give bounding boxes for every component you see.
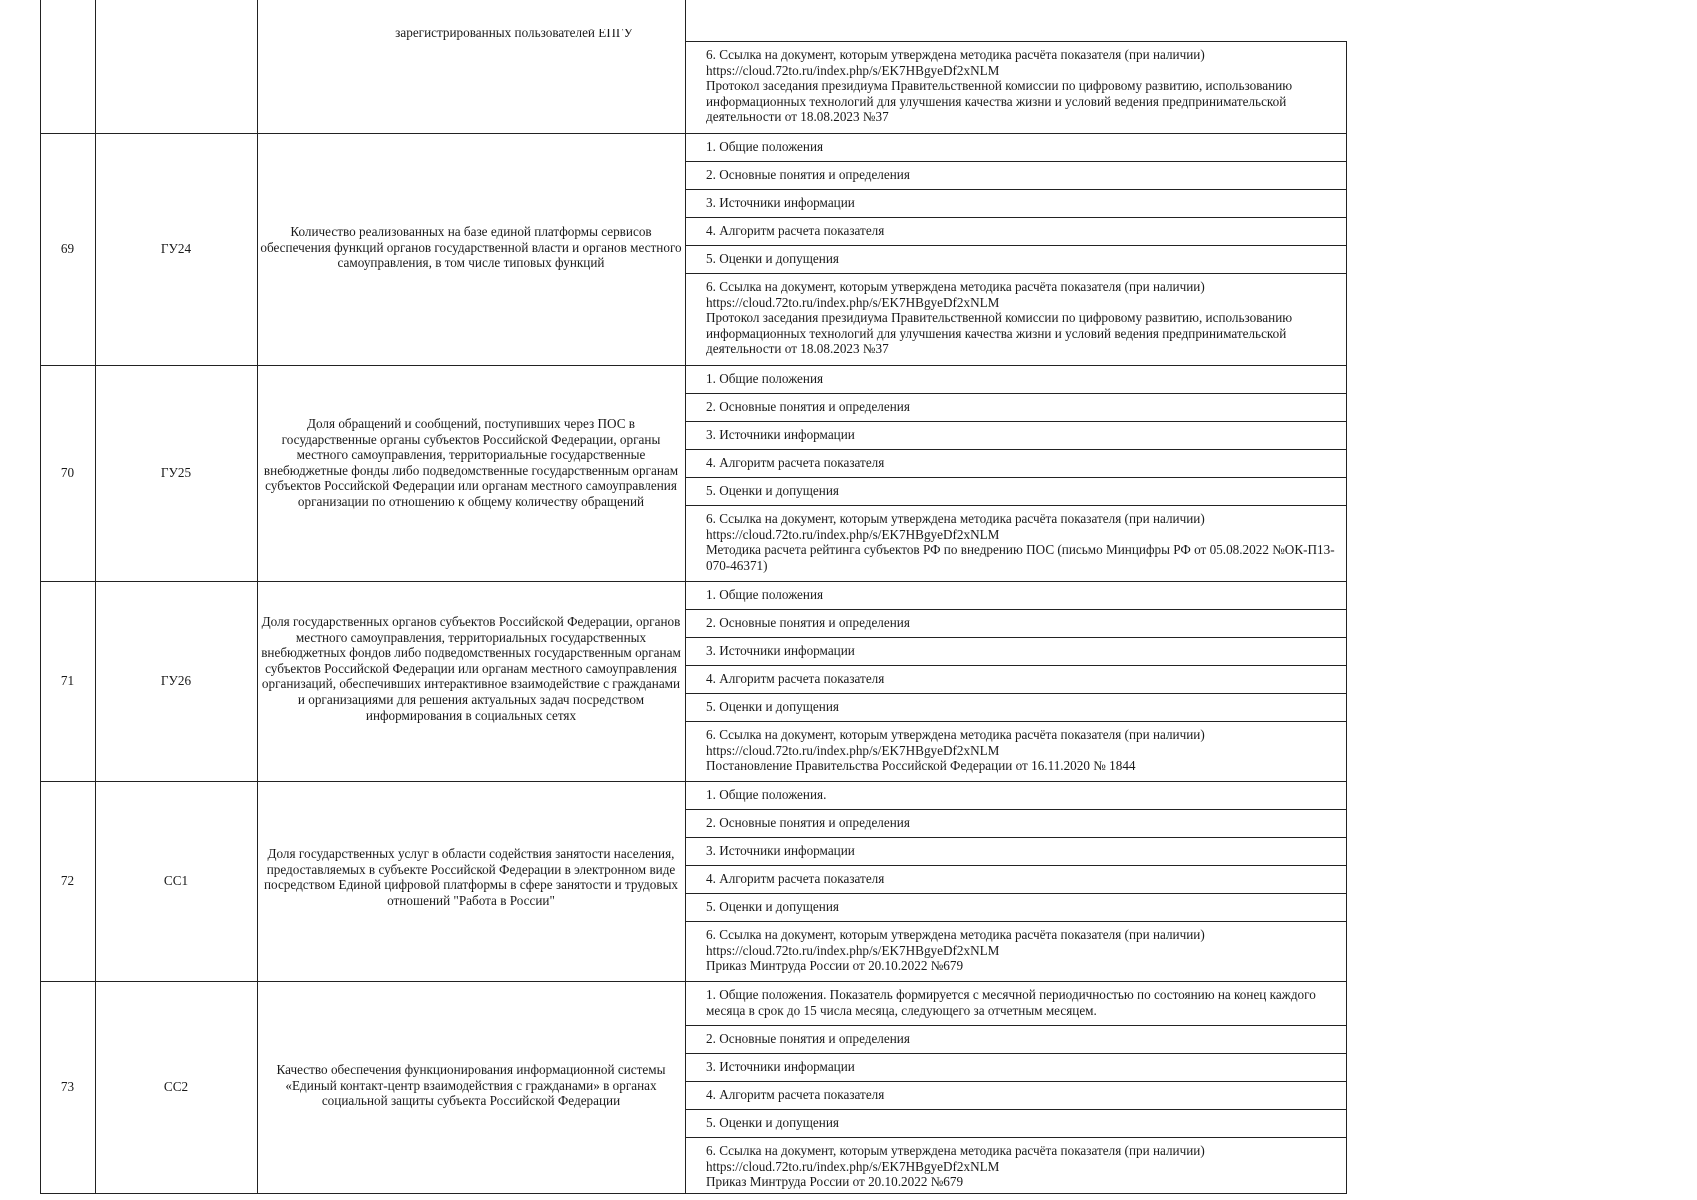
cell-divider [685,637,1347,638]
methodology-item-6-url: https://cloud.72to.ru/index.php/s/EK7HBgyeDf2xNLM [706,294,1000,310]
cell-divider [685,893,1347,894]
table-border-bottom [40,1193,1347,1194]
methodology-item-3: 3. Источники информации [706,643,855,658]
indicator-code: ГУ24 [160,241,192,256]
cell-divider [685,273,1347,274]
cell-divider [685,837,1347,838]
methodology-item-6-url: https://cloud.72to.ru/index.php/s/EK7HBgyeDf2xNLM [706,742,1000,758]
methodology-item-6-title: 6. Ссылка на документ, которым утверждена методика расчёта показателя (при наличии) [706,279,1205,294]
methodology-item-3: 3. Источники информации [706,1059,855,1074]
methodology-item-1: 1. Общие положения [706,587,824,602]
methodology-item-5: 5. Оценки и допущения [706,899,839,914]
methodology-item-1: 1. Общие положения [706,139,824,154]
row-number: 71 [60,673,75,688]
column-divider [95,0,96,1193]
methodology-item-6-title: 6. Ссылка на документ, которым утверждена методика расчёта показателя (при наличии) [706,727,1205,742]
indicator-code: СС2 [163,1079,189,1094]
indicator-code: ГУ25 [160,465,192,480]
methodology-item-6 [706,511,1342,573]
cell-divider [685,449,1347,450]
methodology-item-6 [706,279,1342,357]
methodology-item-6-source: Методика расчета рейтинга субъектов РФ по внедрению ПОС (письмо Минцифры РФ от 05.08.2022 №ОК-П13-070-46371) [706,542,1335,573]
row-number: 72 [60,873,75,888]
cell-divider [685,721,1347,722]
cell-divider [685,217,1347,218]
methodology-item-6-title: 6. Ссылка на документ, которым утверждена методика расчёта показателя (при наличии) [706,1143,1205,1158]
methodology-item-5: 5. Оценки и допущения [706,251,839,266]
cell-divider [685,161,1347,162]
column-divider [685,0,686,1193]
methodology-item-2: 2. Основные понятия и определения [706,615,910,630]
column-divider [257,0,258,1193]
indicator-description: Доля обращений и сообщений, поступивших через ПОС в государственные органы субъектов Российской Федерации, органы местного самоуправления, территориальные государственные внебюджетные фонды либо подведомственные государственным органам субъектов Российской Федерации или органам местного самоуправления организации по отношению к общему количеству обращений [263,416,679,509]
row-separator [40,133,1347,134]
indicator-description: Доля государственных органов субъектов Российской Федерации, органов местного самоуправления, территориальных государственных внебюджетных фондов либо подведомственных государственным органам субъектов Российской Федерации или органам местного самоуправления организаций, обеспечивших интерактивное взаимодействие с гражданами и организациями для решения актуальных задач посредством информирования в социальных сетях [261,614,681,723]
methodology-item-2: 2. Основные понятия и определения [706,167,910,182]
row-separator [40,581,1347,582]
row-separator [40,981,1347,982]
methodology-item-6-url: https://cloud.72to.ru/index.php/s/EK7HBgyeDf2xNLM [706,942,1000,958]
methodology-item-6-url: https://cloud.72to.ru/index.php/s/EK7HBgyeDf2xNLM [706,526,1000,542]
cell-divider [685,393,1347,394]
cell-divider [685,189,1347,190]
indicator-code: ГУ26 [160,673,192,688]
methodology-item-2: 2. Основные понятия и определения [706,399,910,414]
cell-divider [685,665,1347,666]
methodology-item-2: 2. Основные понятия и определения [706,815,910,830]
cell-divider [685,1081,1347,1082]
cell-divider [685,609,1347,610]
row-number: 70 [60,465,75,480]
methodology-item-4: 4. Алгоритм расчета показателя [706,1087,885,1102]
indicator-description: Качество обеспечения функционирования информационной системы «Единый контакт-центр взаимодействия с гражданами» в органах социальной защиты субъекта Российской Федерации [276,1062,666,1109]
methodology-item-6 [706,1143,1342,1190]
indicator-description: Доля государственных услуг в области содействия занятости населения, предоставляемых в субъекте Российской Федерации в электронном виде посредством Единой цифровой платформы в сфере занятости и трудовых отношений "Работа в России" [263,846,679,908]
cell-divider [685,865,1347,866]
cell-divider [685,809,1347,810]
methodology-item-6-source: Протокол заседания президиума Правительственной комиссии по цифровому развитию, использованию информационных технологий для улучшения качества жизни и условий ведения предпринимательской деятельности от 18.08.2023 №37 [706,310,1293,357]
row-number: 73 [60,1079,75,1094]
methodology-item-4: 4. Алгоритм расчета показателя [706,871,885,886]
row-number: 69 [60,241,75,256]
methodology-item-4: 4. Алгоритм расчета показателя [706,671,885,686]
methodology-item-1: 1. Общие положения. [706,787,827,802]
methodology-item-6-url: https://cloud.72to.ru/index.php/s/EK7HBgyeDf2xNLM [706,1158,1000,1174]
table-border-left [40,0,41,1193]
methodology-item-3: 3. Источники информации [706,427,855,442]
methodology-item-3: 3. Источники информации [706,195,855,210]
methodology-item-5: 5. Оценки и допущения [706,1115,839,1130]
methodology-item-3: 3. Источники информации [706,843,855,858]
methodology-item-6: 6. Ссылка на документ, которым утверждена методика расчёта показателя (при наличии) https://cloud.72to.ru/index.php/s/EK7HBgyeDf2xNLM Протокол заседания президиума Правительственной комиссии по цифровому развитию, использованию информационных технологий для улучшения качества жизни и условий ведения предпринимательской деятельности от 18.08.2023 №37 [706,47,1293,125]
methodology-table [40,0,1347,1193]
cell-divider [685,421,1347,422]
cell-divider [685,1025,1347,1026]
methodology-item-6 [706,727,1342,774]
row-separator [40,365,1347,366]
methodology-item-1: 1. Общие положения [706,371,824,386]
cell-divider [685,1137,1347,1138]
methodology-item-6 [706,927,1342,974]
table-border-right [1346,41,1347,1193]
cell-divider [685,477,1347,478]
methodology-item-4: 4. Алгоритм расчета показателя [706,455,885,470]
cell-divider [685,1109,1347,1110]
indicator-code: СС1 [163,873,189,888]
indicator-description: Количество реализованных на базе единой платформы сервисов обеспечения функций органов государственной власти и органов местного самоуправления, в том числе типовых функций [260,224,682,271]
methodology-item-4: 4. Алгоритм расчета показателя [706,223,885,238]
row-separator [40,781,1347,782]
methodology-item-6-title: 6. Ссылка на документ, которым утверждена методика расчёта показателя (при наличии) [706,511,1205,526]
methodology-item-2: 2. Основные понятия и определения [706,1031,910,1046]
methodology-item-5: 5. Оценки и допущения [706,483,839,498]
cell-divider [685,1053,1347,1054]
methodology-item-1: 1. Общие положения. Показатель формируется с месячной периодичностью по состоянию на конец каждого месяца в срок до 15 числа месяца, следующего за отчетным месяцем. [706,987,1316,1018]
methodology-item-6-source: Постановление Правительства Российской Федерации от 16.11.2020 № 1844 [706,758,1136,774]
methodology-item-6-title: 6. Ссылка на документ, которым утверждена методика расчёта показателя (при наличии) [706,927,1205,942]
cell-divider [685,921,1347,922]
cell-divider [685,41,1347,42]
cell-divider [685,245,1347,246]
methodology-item-6-source: Приказ Минтруда России от 20.10.2022 №679 [706,1174,964,1190]
methodology-item-6-source: Приказ Минтруда России от 20.10.2022 №679 [706,958,964,974]
methodology-item-5: 5. Оценки и допущения [706,699,839,714]
cell-divider [685,693,1347,694]
cutoff-description-text: зарегистрированных пользователей ЕПГУ [395,29,633,40]
cell-divider [685,505,1347,506]
